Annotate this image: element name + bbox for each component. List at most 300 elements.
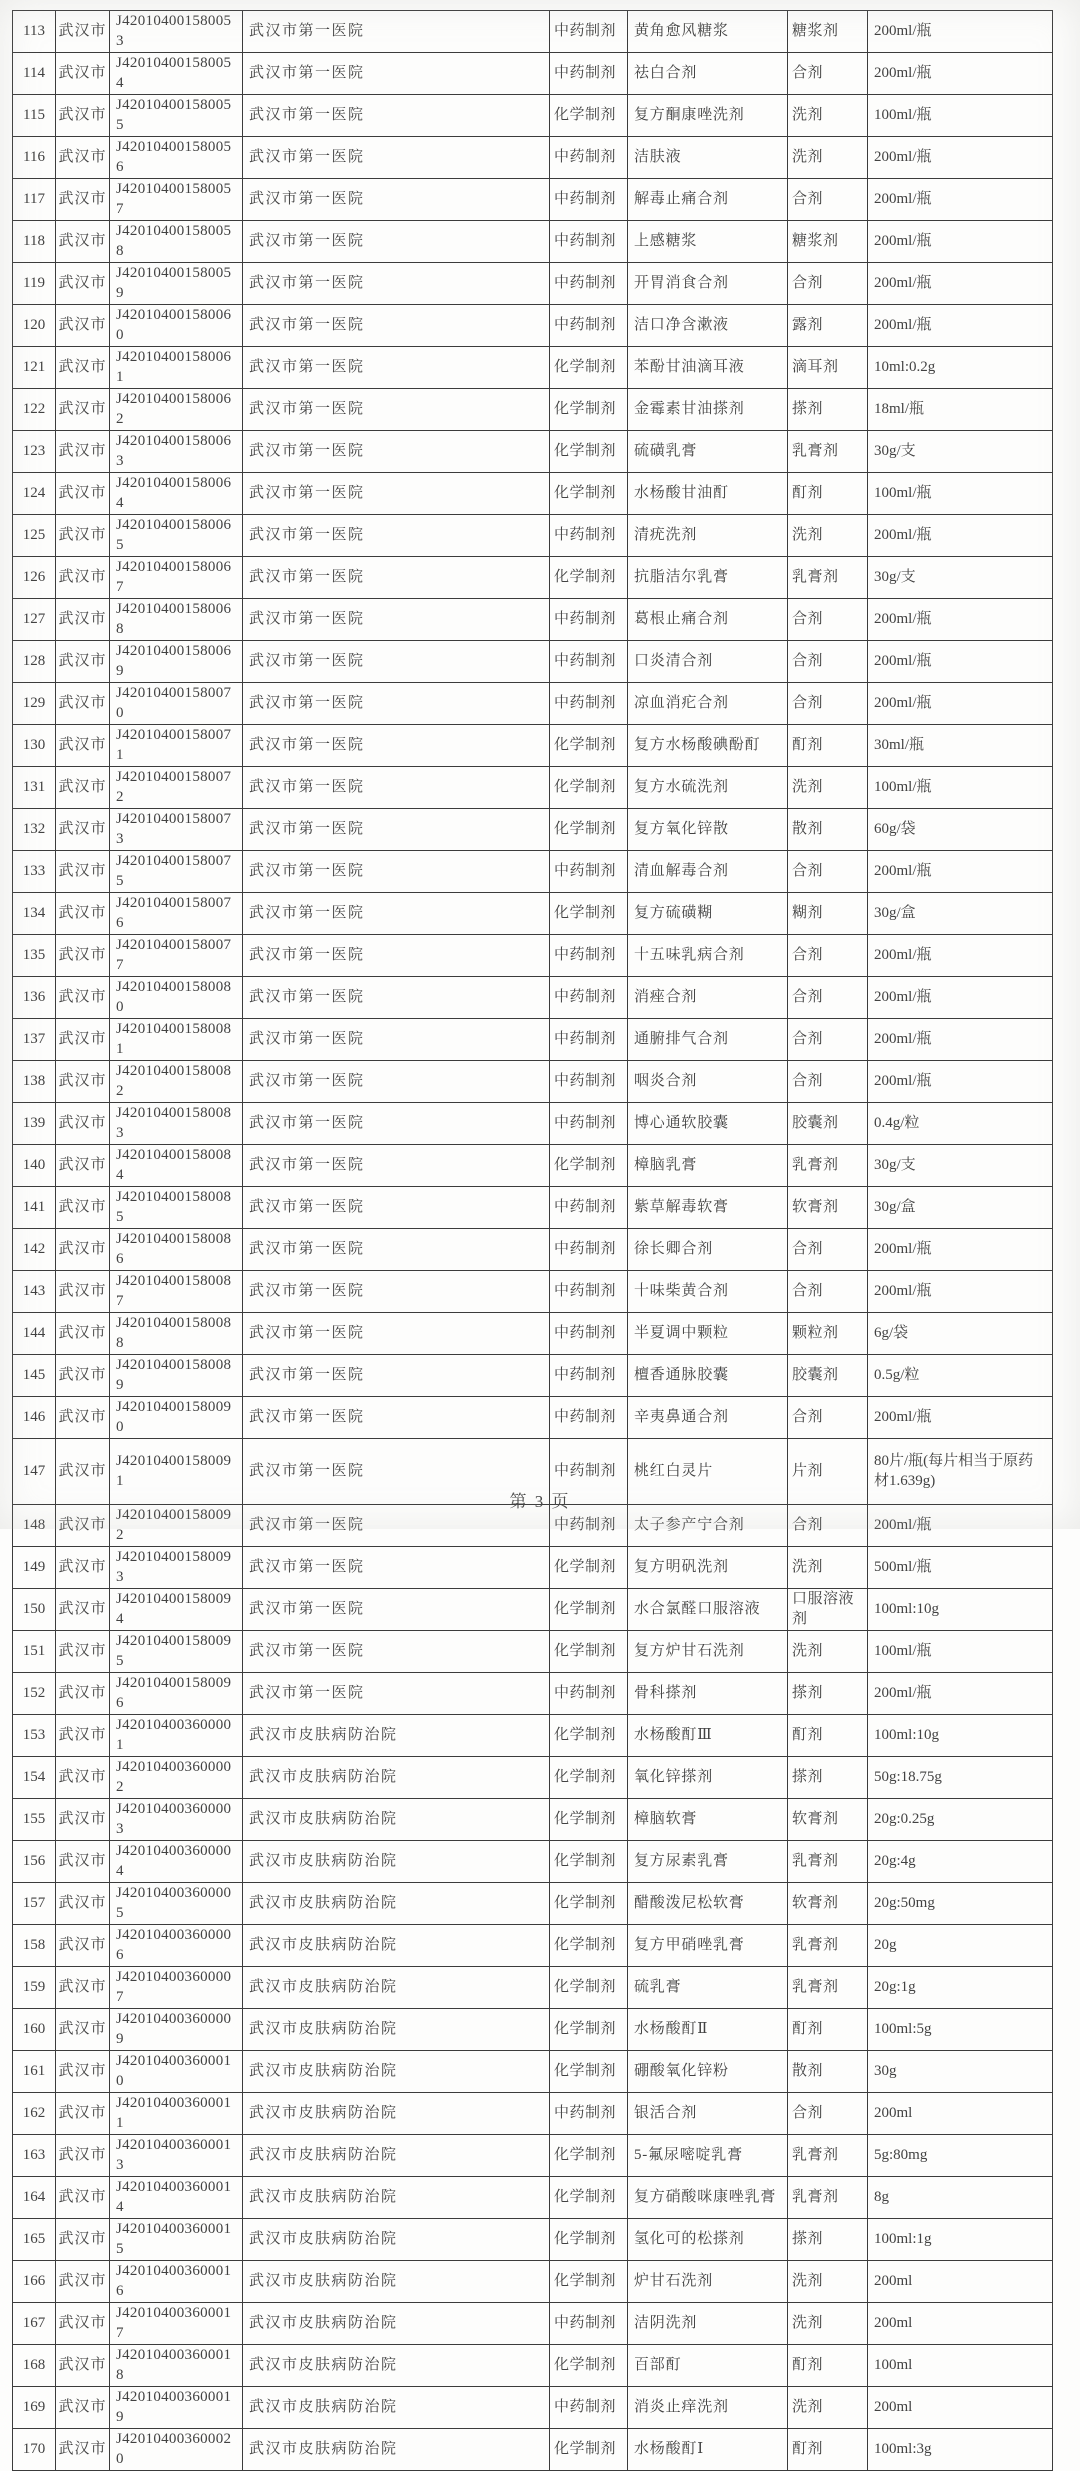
cell-city: 武汉市 <box>56 2135 110 2177</box>
cell-hospital-name: 武汉市皮肤病防治院 <box>243 2429 550 2471</box>
cell-city: 武汉市 <box>56 1547 110 1589</box>
cell-row-number: 154 <box>13 1757 56 1799</box>
cell-specification: 100ml/瓶 <box>868 767 1053 809</box>
cell-preparation-type: 中药制剂 <box>550 1313 628 1355</box>
cell-preparation-name: 咽炎合剂 <box>628 1061 788 1103</box>
cell-registration-code: J420104001580083 <box>110 1103 243 1145</box>
cell-specification: 20g:0.25g <box>868 1799 1053 1841</box>
table-row <box>13 431 1053 473</box>
cell-registration-code: J420104003600016 <box>110 2261 243 2303</box>
cell-registration-code: J420104001580084 <box>110 1145 243 1187</box>
cell-city: 武汉市 <box>56 95 110 137</box>
cell-hospital-name: 武汉市皮肤病防治院 <box>243 1925 550 1967</box>
cell-preparation-type: 中药制剂 <box>550 53 628 95</box>
cell-preparation-name: 复方尿素乳膏 <box>628 1841 788 1883</box>
cell-city: 武汉市 <box>56 53 110 95</box>
cell-specification: 20g:1g <box>868 1967 1053 2009</box>
cell-specification: 200ml/瓶 <box>868 1019 1053 1061</box>
cell-preparation-type: 化学制剂 <box>550 2429 628 2471</box>
cell-specification: 100ml/瓶 <box>868 473 1053 515</box>
cell-registration-code: J420104001580067 <box>110 557 243 599</box>
table-row <box>13 473 1053 515</box>
cell-city: 武汉市 <box>56 641 110 683</box>
cell-city: 武汉市 <box>56 1145 110 1187</box>
cell-registration-code: J420104001580053 <box>110 11 243 53</box>
cell-row-number: 129 <box>13 683 56 725</box>
cell-specification: 200ml/瓶 <box>868 263 1053 305</box>
page-number: 第 3 页 <box>509 1492 571 1511</box>
cell-specification: 200ml <box>868 2387 1053 2429</box>
table-row <box>13 2219 1053 2261</box>
cell-registration-code: J420104001580076 <box>110 893 243 935</box>
cell-dosage-form: 乳膏剂 <box>788 557 868 599</box>
cell-dosage-form: 搽剂 <box>788 389 868 431</box>
cell-city: 武汉市 <box>56 347 110 389</box>
cell-dosage-form: 洗剂 <box>788 515 868 557</box>
cell-hospital-name: 武汉市第一医院 <box>243 1631 550 1673</box>
cell-specification: 200ml/瓶 <box>868 179 1053 221</box>
cell-row-number: 165 <box>13 2219 56 2261</box>
cell-dosage-form: 糖浆剂 <box>788 11 868 53</box>
cell-city: 武汉市 <box>56 1757 110 1799</box>
cell-specification: 30g/支 <box>868 431 1053 473</box>
cell-hospital-name: 武汉市第一医院 <box>243 179 550 221</box>
cell-row-number: 113 <box>13 11 56 53</box>
cell-preparation-name: 银活合剂 <box>628 2093 788 2135</box>
cell-row-number: 120 <box>13 305 56 347</box>
cell-dosage-form: 洗剂 <box>788 767 868 809</box>
cell-hospital-name: 武汉市第一医院 <box>243 263 550 305</box>
cell-registration-code: J420104001580065 <box>110 515 243 557</box>
cell-hospital-name: 武汉市皮肤病防治院 <box>243 2345 550 2387</box>
cell-preparation-type: 化学制剂 <box>550 1757 628 1799</box>
cell-dosage-form: 露剂 <box>788 305 868 347</box>
cell-preparation-type: 化学制剂 <box>550 389 628 431</box>
cell-city: 武汉市 <box>56 1187 110 1229</box>
cell-preparation-type: 化学制剂 <box>550 2345 628 2387</box>
cell-city: 武汉市 <box>56 2093 110 2135</box>
preparations-table <box>12 10 1053 2471</box>
cell-specification: 30g/盒 <box>868 893 1053 935</box>
cell-hospital-name: 武汉市皮肤病防治院 <box>243 2135 550 2177</box>
cell-registration-code: J420104001580077 <box>110 935 243 977</box>
cell-city: 武汉市 <box>56 851 110 893</box>
table-row <box>13 599 1053 641</box>
cell-preparation-type: 中药制剂 <box>550 305 628 347</box>
cell-preparation-name: 通腑排气合剂 <box>628 1019 788 1061</box>
cell-specification: 8g <box>868 2177 1053 2219</box>
cell-specification: 200ml/瓶 <box>868 221 1053 263</box>
cell-specification: 200ml/瓶 <box>868 11 1053 53</box>
cell-city: 武汉市 <box>56 1967 110 2009</box>
cell-preparation-type: 中药制剂 <box>550 2093 628 2135</box>
cell-dosage-form: 片剂 <box>788 1439 868 1505</box>
cell-preparation-name: 徐长卿合剂 <box>628 1229 788 1271</box>
cell-preparation-name: 硫磺乳膏 <box>628 431 788 473</box>
cell-registration-code: J420104001580056 <box>110 137 243 179</box>
cell-dosage-form: 搽剂 <box>788 1673 868 1715</box>
cell-registration-code: J420104003600019 <box>110 2387 243 2429</box>
cell-preparation-type: 化学制剂 <box>550 2219 628 2261</box>
cell-hospital-name: 武汉市第一医院 <box>243 1505 550 1547</box>
cell-specification: 100ml:1g <box>868 2219 1053 2261</box>
cell-specification: 30g <box>868 2051 1053 2093</box>
table-row <box>13 1883 1053 1925</box>
table-row <box>13 1019 1053 1061</box>
cell-row-number: 117 <box>13 179 56 221</box>
cell-preparation-type: 化学制剂 <box>550 1145 628 1187</box>
cell-preparation-name: 凉血消疕合剂 <box>628 683 788 725</box>
cell-dosage-form: 洗剂 <box>788 1631 868 1673</box>
cell-specification: 200ml/瓶 <box>868 1061 1053 1103</box>
cell-city: 武汉市 <box>56 1883 110 1925</box>
cell-city: 武汉市 <box>56 977 110 1019</box>
cell-preparation-type: 化学制剂 <box>550 767 628 809</box>
cell-hospital-name: 武汉市第一医院 <box>243 11 550 53</box>
cell-city: 武汉市 <box>56 263 110 305</box>
cell-city: 武汉市 <box>56 1355 110 1397</box>
cell-hospital-name: 武汉市第一医院 <box>243 1103 550 1145</box>
cell-preparation-name: 祛白合剂 <box>628 53 788 95</box>
table-row <box>13 767 1053 809</box>
cell-hospital-name: 武汉市皮肤病防治院 <box>243 1883 550 1925</box>
cell-specification: 200ml/瓶 <box>868 1271 1053 1313</box>
cell-preparation-type: 化学制剂 <box>550 2009 628 2051</box>
cell-row-number: 131 <box>13 767 56 809</box>
cell-row-number: 135 <box>13 935 56 977</box>
cell-city: 武汉市 <box>56 1841 110 1883</box>
cell-row-number: 126 <box>13 557 56 599</box>
cell-dosage-form: 洗剂 <box>788 95 868 137</box>
cell-preparation-name: 清疣洗剂 <box>628 515 788 557</box>
table-row <box>13 1967 1053 2009</box>
cell-hospital-name: 武汉市第一医院 <box>243 935 550 977</box>
cell-registration-code: J420104001580070 <box>110 683 243 725</box>
cell-hospital-name: 武汉市第一医院 <box>243 1271 550 1313</box>
cell-row-number: 167 <box>13 2303 56 2345</box>
cell-preparation-type: 化学制剂 <box>550 1589 628 1631</box>
cell-dosage-form: 酊剂 <box>788 1715 868 1757</box>
table-row <box>13 2261 1053 2303</box>
cell-dosage-form: 合剂 <box>788 1397 868 1439</box>
cell-registration-code: J420104003600017 <box>110 2303 243 2345</box>
cell-hospital-name: 武汉市第一医院 <box>243 557 550 599</box>
cell-row-number: 139 <box>13 1103 56 1145</box>
cell-hospital-name: 武汉市皮肤病防治院 <box>243 1715 550 1757</box>
cell-preparation-type: 化学制剂 <box>550 725 628 767</box>
cell-registration-code: J420104001580071 <box>110 725 243 767</box>
cell-preparation-type: 中药制剂 <box>550 683 628 725</box>
cell-hospital-name: 武汉市第一医院 <box>243 1019 550 1061</box>
cell-registration-code: J420104003600015 <box>110 2219 243 2261</box>
table-row <box>13 2429 1053 2471</box>
cell-hospital-name: 武汉市第一医院 <box>243 1145 550 1187</box>
cell-row-number: 142 <box>13 1229 56 1271</box>
cell-row-number: 160 <box>13 2009 56 2051</box>
cell-specification: 10ml:0.2g <box>868 347 1053 389</box>
cell-registration-code: J420104001580091 <box>110 1439 243 1505</box>
cell-dosage-form: 洗剂 <box>788 137 868 179</box>
cell-row-number: 148 <box>13 1505 56 1547</box>
cell-preparation-name: 复方氧化锌散 <box>628 809 788 851</box>
cell-specification: 20g <box>868 1925 1053 1967</box>
table-row <box>13 305 1053 347</box>
cell-specification: 200ml/瓶 <box>868 641 1053 683</box>
cell-dosage-form: 乳膏剂 <box>788 1145 868 1187</box>
cell-city: 武汉市 <box>56 2387 110 2429</box>
cell-dosage-form: 合剂 <box>788 977 868 1019</box>
cell-preparation-type: 化学制剂 <box>550 347 628 389</box>
cell-registration-code: J420104003600003 <box>110 1799 243 1841</box>
table-row <box>13 935 1053 977</box>
cell-hospital-name: 武汉市第一医院 <box>243 53 550 95</box>
cell-dosage-form: 合剂 <box>788 599 868 641</box>
cell-dosage-form: 乳膏剂 <box>788 431 868 473</box>
cell-registration-code: J420104001580089 <box>110 1355 243 1397</box>
cell-registration-code: J420104001580073 <box>110 809 243 851</box>
cell-dosage-form: 酊剂 <box>788 2345 868 2387</box>
cell-dosage-form: 洗剂 <box>788 1547 868 1589</box>
cell-dosage-form: 滴耳剂 <box>788 347 868 389</box>
cell-preparation-name: 桃红白灵片 <box>628 1439 788 1505</box>
cell-preparation-name: 苯酚甘油滴耳液 <box>628 347 788 389</box>
cell-preparation-name: 复方明矾洗剂 <box>628 1547 788 1589</box>
cell-specification: 20g:4g <box>868 1841 1053 1883</box>
cell-preparation-type: 化学制剂 <box>550 473 628 515</box>
cell-preparation-name: 氧化锌搽剂 <box>628 1757 788 1799</box>
cell-preparation-name: 檀香通脉胶囊 <box>628 1355 788 1397</box>
table-row <box>13 221 1053 263</box>
cell-dosage-form: 搽剂 <box>788 1757 868 1799</box>
cell-preparation-type: 化学制剂 <box>550 1967 628 2009</box>
cell-hospital-name: 武汉市第一医院 <box>243 599 550 641</box>
cell-specification: 100ml/瓶 <box>868 95 1053 137</box>
table-row <box>13 1547 1053 1589</box>
cell-hospital-name: 武汉市第一医院 <box>243 809 550 851</box>
cell-registration-code: J420104001580075 <box>110 851 243 893</box>
cell-dosage-form: 合剂 <box>788 1061 868 1103</box>
cell-row-number: 147 <box>13 1439 56 1505</box>
cell-preparation-name: 葛根止痛合剂 <box>628 599 788 641</box>
cell-preparation-name: 醋酸泼尼松软膏 <box>628 1883 788 1925</box>
cell-preparation-type: 化学制剂 <box>550 431 628 473</box>
cell-registration-code: J420104001580095 <box>110 1631 243 1673</box>
cell-preparation-type: 中药制剂 <box>550 977 628 1019</box>
cell-row-number: 141 <box>13 1187 56 1229</box>
cell-registration-code: J420104001580068 <box>110 599 243 641</box>
cell-preparation-type: 中药制剂 <box>550 641 628 683</box>
cell-row-number: 157 <box>13 1883 56 1925</box>
cell-city: 武汉市 <box>56 1061 110 1103</box>
table-row <box>13 1397 1053 1439</box>
cell-preparation-type: 中药制剂 <box>550 851 628 893</box>
table-row <box>13 11 1053 53</box>
cell-registration-code: J420104001580092 <box>110 1505 243 1547</box>
cell-preparation-type: 化学制剂 <box>550 893 628 935</box>
cell-preparation-type: 化学制剂 <box>550 2051 628 2093</box>
table-row <box>13 893 1053 935</box>
cell-dosage-form: 软膏剂 <box>788 1187 868 1229</box>
cell-hospital-name: 武汉市第一医院 <box>243 305 550 347</box>
cell-preparation-type: 中药制剂 <box>550 11 628 53</box>
cell-city: 武汉市 <box>56 1103 110 1145</box>
table-row <box>13 851 1053 893</box>
cell-hospital-name: 武汉市第一医院 <box>243 767 550 809</box>
cell-registration-code: J420104001580082 <box>110 1061 243 1103</box>
table-row <box>13 1103 1053 1145</box>
cell-specification: 200ml/瓶 <box>868 1397 1053 1439</box>
cell-row-number: 124 <box>13 473 56 515</box>
cell-specification: 20g:50mg <box>868 1883 1053 1925</box>
cell-preparation-type: 中药制剂 <box>550 2387 628 2429</box>
cell-dosage-form: 合剂 <box>788 1019 868 1061</box>
cell-row-number: 121 <box>13 347 56 389</box>
cell-preparation-type: 化学制剂 <box>550 1883 628 1925</box>
cell-row-number: 115 <box>13 95 56 137</box>
cell-specification: 200ml <box>868 2303 1053 2345</box>
cell-preparation-name: 百部酊 <box>628 2345 788 2387</box>
table-row <box>13 179 1053 221</box>
table-row <box>13 1229 1053 1271</box>
table-row <box>13 2387 1053 2429</box>
table-row <box>13 1589 1053 1631</box>
cell-dosage-form: 乳膏剂 <box>788 2177 868 2219</box>
cell-hospital-name: 武汉市皮肤病防治院 <box>243 2387 550 2429</box>
cell-city: 武汉市 <box>56 1313 110 1355</box>
cell-dosage-form: 合剂 <box>788 641 868 683</box>
cell-preparation-type: 化学制剂 <box>550 557 628 599</box>
cell-registration-code: J420104001580057 <box>110 179 243 221</box>
cell-hospital-name: 武汉市皮肤病防治院 <box>243 2051 550 2093</box>
cell-registration-code: J420104001580061 <box>110 347 243 389</box>
table-row <box>13 263 1053 305</box>
cell-registration-code: J420104001580086 <box>110 1229 243 1271</box>
cell-hospital-name: 武汉市第一医院 <box>243 893 550 935</box>
cell-dosage-form: 合剂 <box>788 683 868 725</box>
cell-city: 武汉市 <box>56 473 110 515</box>
cell-hospital-name: 武汉市第一医院 <box>243 515 550 557</box>
cell-specification: 200ml/瓶 <box>868 1229 1053 1271</box>
cell-row-number: 136 <box>13 977 56 1019</box>
cell-city: 武汉市 <box>56 431 110 473</box>
cell-city: 武汉市 <box>56 137 110 179</box>
table-row <box>13 1841 1053 1883</box>
cell-dosage-form: 合剂 <box>788 263 868 305</box>
cell-preparation-name: 硫乳膏 <box>628 1967 788 2009</box>
table-row <box>13 1715 1053 1757</box>
cell-dosage-form: 合剂 <box>788 179 868 221</box>
cell-specification: 6g/袋 <box>868 1313 1053 1355</box>
cell-preparation-name: 消痤合剂 <box>628 977 788 1019</box>
cell-specification: 200ml/瓶 <box>868 851 1053 893</box>
cell-dosage-form: 合剂 <box>788 1505 868 1547</box>
cell-row-number: 158 <box>13 1925 56 1967</box>
cell-registration-code: J420104001580059 <box>110 263 243 305</box>
cell-preparation-type: 化学制剂 <box>550 2177 628 2219</box>
cell-preparation-name: 辛夷鼻通合剂 <box>628 1397 788 1439</box>
cell-city: 武汉市 <box>56 2219 110 2261</box>
cell-hospital-name: 武汉市第一医院 <box>243 1229 550 1271</box>
cell-preparation-name: 复方水杨酸碘酚酊 <box>628 725 788 767</box>
cell-preparation-name: 复方炉甘石洗剂 <box>628 1631 788 1673</box>
cell-preparation-type: 中药制剂 <box>550 1187 628 1229</box>
cell-hospital-name: 武汉市第一医院 <box>243 1547 550 1589</box>
cell-preparation-name: 紫草解毒软膏 <box>628 1187 788 1229</box>
cell-dosage-form: 散剂 <box>788 809 868 851</box>
cell-hospital-name: 武汉市第一医院 <box>243 473 550 515</box>
cell-preparation-name: 十味柴黄合剂 <box>628 1271 788 1313</box>
cell-row-number: 123 <box>13 431 56 473</box>
cell-preparation-name: 金霉素甘油搽剂 <box>628 389 788 431</box>
cell-hospital-name: 武汉市第一医院 <box>243 1187 550 1229</box>
cell-dosage-form: 散剂 <box>788 2051 868 2093</box>
cell-specification: 100ml:3g <box>868 2429 1053 2471</box>
cell-dosage-form: 糖浆剂 <box>788 221 868 263</box>
cell-hospital-name: 武汉市皮肤病防治院 <box>243 1841 550 1883</box>
cell-preparation-name: 十五味乳病合剂 <box>628 935 788 977</box>
table-body <box>13 11 1053 2471</box>
cell-city: 武汉市 <box>56 599 110 641</box>
cell-preparation-type: 化学制剂 <box>550 1925 628 1967</box>
cell-specification: 200ml/瓶 <box>868 1505 1053 1547</box>
cell-preparation-type: 中药制剂 <box>550 179 628 221</box>
cell-dosage-form: 酊剂 <box>788 2429 868 2471</box>
table-row <box>13 1187 1053 1229</box>
cell-city: 武汉市 <box>56 893 110 935</box>
cell-row-number: 149 <box>13 1547 56 1589</box>
cell-row-number: 134 <box>13 893 56 935</box>
cell-city: 武汉市 <box>56 809 110 851</box>
cell-hospital-name: 武汉市第一医院 <box>243 95 550 137</box>
cell-row-number: 138 <box>13 1061 56 1103</box>
cell-preparation-type: 中药制剂 <box>550 1439 628 1505</box>
cell-city: 武汉市 <box>56 1271 110 1313</box>
cell-specification: 200ml/瓶 <box>868 305 1053 347</box>
cell-specification: 200ml/瓶 <box>868 515 1053 557</box>
cell-city: 武汉市 <box>56 767 110 809</box>
cell-specification: 200ml <box>868 2261 1053 2303</box>
cell-hospital-name: 武汉市第一医院 <box>243 347 550 389</box>
cell-city: 武汉市 <box>56 1229 110 1271</box>
cell-hospital-name: 武汉市第一医院 <box>243 1397 550 1439</box>
cell-row-number: 151 <box>13 1631 56 1673</box>
cell-hospital-name: 武汉市第一医院 <box>243 1589 550 1631</box>
table-row <box>13 95 1053 137</box>
cell-dosage-form: 合剂 <box>788 1271 868 1313</box>
cell-specification: 100ml:5g <box>868 2009 1053 2051</box>
cell-dosage-form: 乳膏剂 <box>788 1841 868 1883</box>
cell-registration-code: J420104001580060 <box>110 305 243 347</box>
cell-registration-code: J420104003600004 <box>110 1841 243 1883</box>
cell-specification: 30g/支 <box>868 1145 1053 1187</box>
cell-specification: 5g:80mg <box>868 2135 1053 2177</box>
cell-preparation-name: 洁阴洗剂 <box>628 2303 788 2345</box>
cell-city: 武汉市 <box>56 221 110 263</box>
cell-specification: 30g/支 <box>868 557 1053 599</box>
cell-preparation-name: 炉甘石洗剂 <box>628 2261 788 2303</box>
cell-row-number: 170 <box>13 2429 56 2471</box>
cell-preparation-type: 中药制剂 <box>550 263 628 305</box>
cell-row-number: 140 <box>13 1145 56 1187</box>
cell-row-number: 130 <box>13 725 56 767</box>
cell-registration-code: J420104001580081 <box>110 1019 243 1061</box>
cell-hospital-name: 武汉市第一医院 <box>243 725 550 767</box>
cell-registration-code: J420104001580093 <box>110 1547 243 1589</box>
cell-specification: 200ml/瓶 <box>868 935 1053 977</box>
cell-specification: 50g:18.75g <box>868 1757 1053 1799</box>
cell-city: 武汉市 <box>56 2345 110 2387</box>
cell-hospital-name: 武汉市第一医院 <box>243 641 550 683</box>
